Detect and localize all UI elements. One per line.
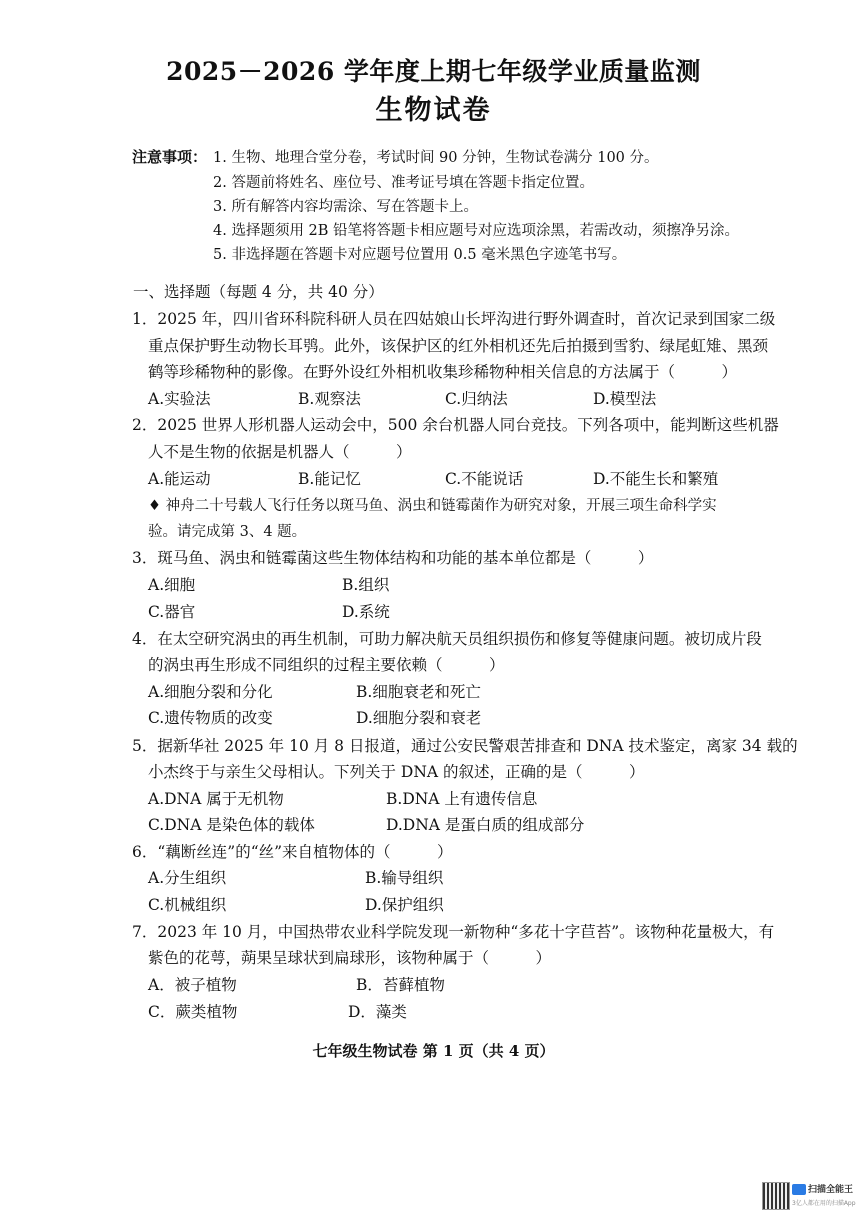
question-4-option-b: B.细胞衰老和死亡	[356, 683, 481, 701]
notes-label: 注意事项：	[132, 148, 208, 166]
exam-title: 2025－2026 学年度上期七年级学业质量监测	[166, 57, 701, 86]
exam-subtitle: 生物试卷	[375, 95, 492, 126]
question-4-option-d: D.细胞分裂和衰老	[356, 709, 482, 727]
question-7-line: 7．2023 年 10 月，中国热带农业科学院发现一新物种“多花十字苣苔”。该物种花量极大，有	[132, 923, 775, 941]
note-item: 1. 生物、地理合堂分卷，考试时间 90 分钟，生物试卷满分 100 分。	[213, 150, 659, 166]
context-line: ♦ 神舟二十号载人飞行任务以斑马鱼、涡虫和链霉菌作为研究对象，开展三项生命科学实	[148, 498, 717, 514]
question-6-option-c: C.机械组织	[148, 896, 227, 914]
cs-logo-icon	[792, 1184, 806, 1195]
question-3-option-c: C.器官	[148, 603, 196, 621]
question-4-option-a: A.细胞分裂和分化	[148, 683, 273, 701]
question-3-option-a: A.细胞	[148, 576, 196, 594]
watermark-sub: 3亿人都在用的扫描App	[792, 1200, 856, 1207]
question-7-option-c: C．蕨类植物	[148, 1003, 238, 1021]
question-3-option-b: B.组织	[342, 576, 390, 594]
question-3-line: 3．斑马鱼、涡虫和链霉菌这些生物体结构和功能的基本单位都是（ ）	[132, 549, 654, 567]
question-6-option-b: B.输导组织	[365, 869, 444, 887]
note-item: 4. 选择题须用 2B 铅笔将答题卡相应题号对应选项涂黑，若需改动，须擦净另涂。	[213, 223, 740, 239]
section-heading: 一、选择题（每题 4 分，共 40 分）	[133, 283, 384, 301]
question-7-option-a: A．被子植物	[148, 976, 237, 994]
question-6-line: 6．“藕断丝连”的“丝”来自植物体的（ ）	[132, 843, 453, 861]
question-4-option-c: C.遗传物质的改变	[148, 709, 273, 727]
question-7-line: 紫色的花萼，蒴果呈球状到扁球形，该物种属于（ ）	[148, 949, 552, 967]
question-5-line: 小杰终于与亲生父母相认。下列关于 DNA 的叙述，正确的是（ ）	[148, 763, 645, 781]
question-1-line: 1．2025 年，四川省环科院科研人员在四姑娘山长坪沟进行野外调查时，首次记录到国家二级	[132, 310, 776, 328]
question-2-option-b: B.能记忆	[298, 470, 361, 488]
page-footer: 七年级生物试卷 第 1 页（共 4 页）	[312, 1042, 555, 1060]
question-6-option-d: D.保护组织	[365, 896, 444, 914]
question-5-option-a: A.DNA 属于无机物	[148, 790, 284, 808]
question-5-option-b: B.DNA 上有遗传信息	[386, 790, 538, 808]
question-1-option-c: C.归纳法	[445, 390, 508, 408]
qr-code-icon	[762, 1182, 790, 1210]
question-1-option-d: D.模型法	[593, 390, 657, 408]
question-5-line: 5．据新华社 2025 年 10 月 8 日报道，通过公安民警艰苦排查和 DNA 技术鉴定，离家 34 载的	[132, 737, 798, 755]
question-2-line: 人不是生物的依据是机器人（ ）	[148, 443, 412, 461]
question-5-option-c: C.DNA 是染色体的载体	[148, 816, 315, 834]
question-7-option-d: D．藻类	[348, 1003, 407, 1021]
scanner-watermark	[762, 1182, 854, 1210]
question-7-option-b: B．苔藓植物	[356, 976, 445, 994]
question-1-option-a: A.实验法	[148, 390, 211, 408]
question-4-line: 4．在太空研究涡虫的再生机制，可助力解决航天员组织损伤和修复等健康问题。被切成片段	[132, 630, 762, 648]
note-item: 3. 所有解答内容均需涂、写在答题卡上。	[213, 199, 478, 215]
question-1-line: 重点保护野生动物长耳鸮。此外，该保护区的红外相机还先后拍摄到雪豹、绿尾虹雉、黑颈	[148, 337, 769, 355]
note-item: 2. 答题前将姓名、座位号、准考证号填在答题卡指定位置。	[213, 175, 594, 191]
watermark-label: 扫描全能王	[808, 1185, 854, 1195]
question-1-line: 鹤等珍稀物种的影像。在野外设红外相机收集珍稀物种相关信息的方法属于（ ）	[148, 363, 738, 381]
question-2-line: 2．2025 世界人形机器人运动会中，500 余台机器人同台竞技。下列各项中，能判断这些机器	[132, 416, 779, 434]
question-3-option-d: D.系统	[342, 603, 390, 621]
question-2-option-d: D.不能生长和繁殖	[593, 470, 719, 488]
note-item: 5. 非选择题在答题卡对应题号位置用 0.5 毫米黑色字迹笔书写。	[213, 247, 627, 263]
question-2-option-a: A.能运动	[148, 470, 211, 488]
question-4-line: 的涡虫再生形成不同组织的过程主要依赖（ ）	[148, 656, 505, 674]
question-2-option-c: C.不能说话	[445, 470, 524, 488]
context-line: 验。请完成第 3、4 题。	[148, 524, 307, 540]
question-6-option-a: A.分生组织	[148, 869, 227, 887]
question-1-option-b: B.观察法	[298, 390, 361, 408]
question-5-option-d: D.DNA 是蛋白质的组成部分	[386, 816, 585, 834]
